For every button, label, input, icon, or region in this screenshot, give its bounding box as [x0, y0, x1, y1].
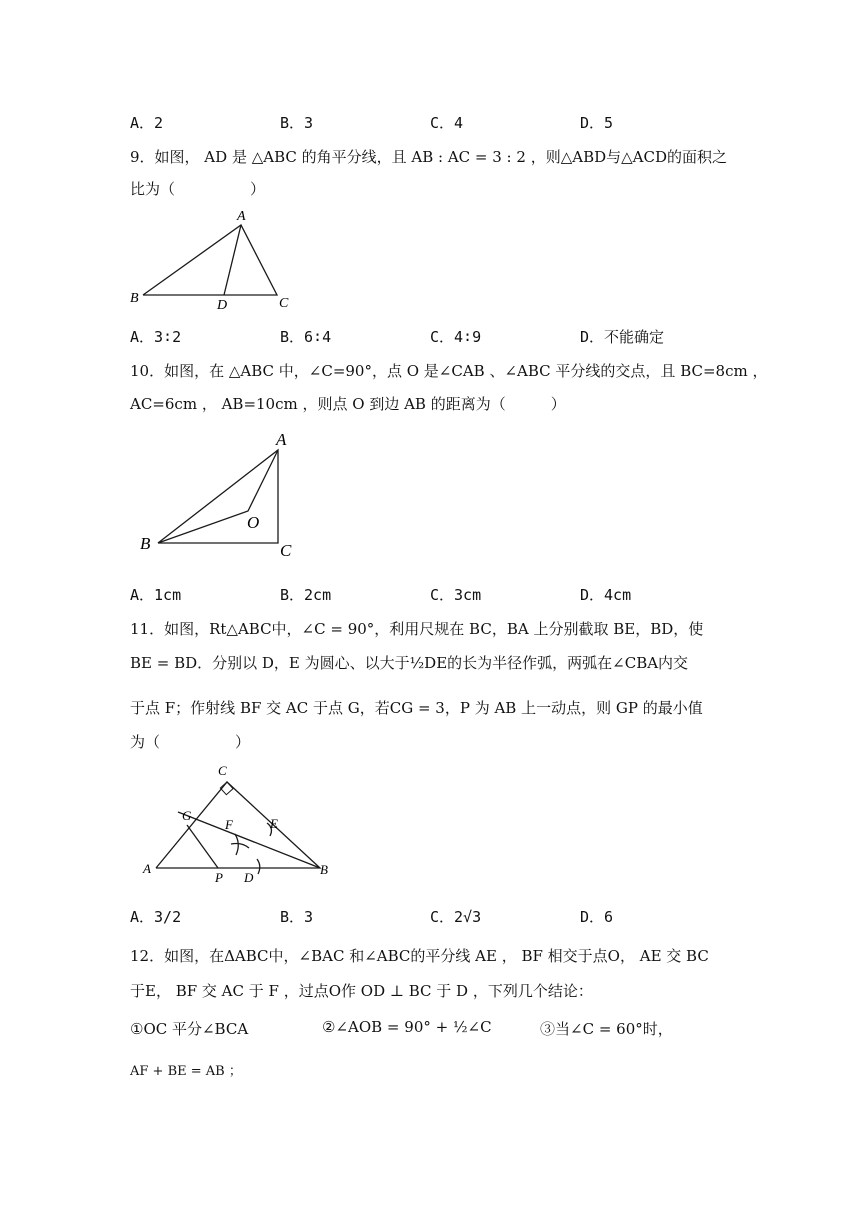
q9-stem-line2: 比为（ ）: [130, 180, 266, 198]
q11-stem-line4: 为（ ）: [130, 733, 251, 751]
q10-option-b: B．2cm: [280, 586, 332, 604]
q9-label-a: A: [237, 209, 246, 224]
q10-option-c: C．3cm: [430, 586, 482, 604]
q11-option-c: C．2√3: [430, 908, 482, 926]
q10-stem-line1: 10．如图，在 △ABC 中，∠C=90°，点 O 是∠CAB 、∠ABC 平分线的交点，且 BC=8cm ，: [130, 362, 768, 380]
q9-option-a: A．3∶2: [130, 328, 182, 346]
q10-option-a: A．1cm: [130, 586, 182, 604]
q11-option-b: B．3: [280, 908, 314, 926]
q10-triangle-figure: [130, 425, 310, 565]
q9-stem-line1: 9．如图， AD 是 △ABC 的角平分线，且 AB : AC = 3 : 2 ，则△ABD与△ACD的面积之: [130, 148, 727, 166]
q11-label-g: G: [182, 808, 192, 823]
q12-conclusion-2: ②∠AOB = 90° + ½∠C: [322, 1018, 492, 1036]
q11-construction-figure: [138, 760, 338, 885]
q8-option-d: D．5: [580, 114, 614, 132]
q10-label-c: C: [280, 541, 292, 560]
q10-option-d: D．4cm: [580, 586, 632, 604]
q11-stem-line1: 11．如图，Rt△ABC中，∠C = 90°，利用尺规在 BC，BA 上分别截取 BE，BD，使: [130, 620, 704, 638]
q8-option-b: B．3: [280, 114, 314, 132]
q9-triangle-figure: [125, 205, 305, 315]
q9-label-d: D: [217, 298, 228, 313]
q11-stem-line2: BE = BD．分别以 D，E 为圆心、以大于½DE的长为半径作弧，两弧在∠CBA内交: [130, 654, 689, 672]
q11-option-a: A．3/2: [130, 908, 182, 926]
q11-label-f: F: [225, 817, 233, 832]
q12-conclusion-3-cont: AF + BE = AB ；: [130, 1064, 242, 1079]
q11-label-e: E: [270, 816, 278, 831]
q11-label-p: P: [215, 870, 223, 885]
q10-label-b: B: [140, 534, 151, 553]
q9-option-c: C．4∶9: [430, 328, 482, 346]
q11-stem-line3: 于点 F；作射线 BF 交 AC 于点 G，若CG = 3，P 为 AB 上一动点，则 GP 的最小值: [130, 699, 703, 717]
q10-label-a: A: [276, 430, 287, 449]
q12-stem-line2: 于E， BF 交 AC 于 F ，过点O作 OD ⊥ BC 于 D ，下列几个结论：: [130, 982, 593, 1000]
q11-label-a: A: [143, 861, 151, 876]
q11-label-d: D: [244, 870, 254, 885]
q9-option-d: D．不能确定: [580, 328, 665, 346]
q12-conclusion-1: ①OC 平分∠BCA: [130, 1020, 249, 1038]
q11-label-c: C: [218, 763, 227, 778]
q8-option-a: A．2: [130, 114, 164, 132]
q9-option-b: B．6∶4: [280, 328, 332, 346]
q11-option-d: D．6: [580, 908, 614, 926]
q12-stem-line1: 12．如图，在ΔABC中，∠BAC 和∠ABC的平分线 AE ， BF 相交于点O， AE 交 BC: [130, 947, 709, 965]
q11-label-b: B: [320, 862, 328, 877]
q9-label-c: C: [279, 296, 289, 311]
q9-label-b: B: [130, 291, 139, 306]
q8-option-c: C．4: [430, 114, 464, 132]
q12-conclusion-3: ③当∠C = 60°时，: [540, 1020, 673, 1038]
q10-label-o: O: [247, 513, 260, 532]
q10-stem-line2: AC=6cm ， AB=10cm ，则点 O 到边 AB 的距离为（ ）: [130, 395, 566, 413]
